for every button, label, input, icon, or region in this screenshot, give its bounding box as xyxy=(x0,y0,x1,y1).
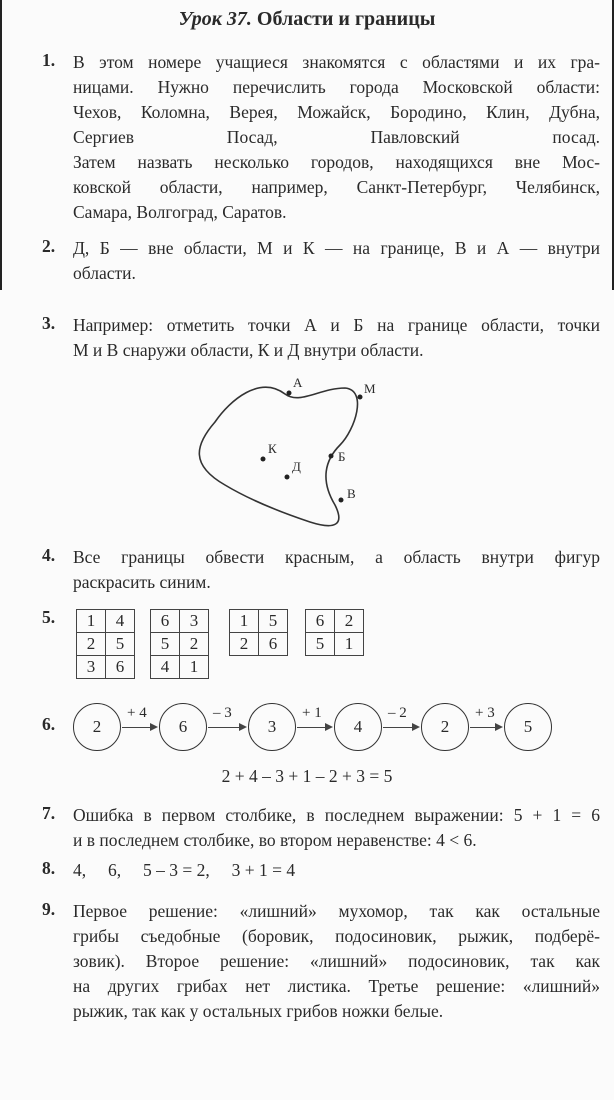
item-9-text xyxy=(73,899,600,1024)
grid-cell: 3 xyxy=(77,656,106,679)
item-8-text: 4, 6, 5 – 3 = 2, 3 + 1 = 4 xyxy=(73,860,296,880)
operation-label: + 1 xyxy=(302,705,322,721)
item-number: 6. xyxy=(42,714,56,734)
operation-label: + 4 xyxy=(127,705,147,721)
item-number: 1. xyxy=(42,50,56,70)
text-line: рыжик, так как у остальных грибов ножки белые. xyxy=(73,1001,444,1021)
lesson-topic: Области и границы xyxy=(256,8,436,30)
item-1-text xyxy=(73,50,600,225)
text-line: Д, Б — вне области, М и К — на границе, В и А — внутри xyxy=(73,238,600,258)
text-line: Первое решение: «лишний» мухомор, так как остальные xyxy=(73,901,600,921)
label-m: М xyxy=(364,381,376,396)
chain-circle: 4 xyxy=(334,703,382,751)
point-v xyxy=(339,498,344,503)
text-line: раскрасить синим. xyxy=(73,572,211,592)
grid-cell: 1 xyxy=(77,610,106,633)
grid-cell: 1 xyxy=(180,656,209,679)
arrow-icon xyxy=(383,727,418,728)
chain-equation: 2 + 4 – 3 + 1 – 2 + 3 = 5 xyxy=(221,766,393,786)
point-d xyxy=(285,475,290,480)
item-number: 8. xyxy=(42,858,56,878)
region-boundary xyxy=(199,387,357,525)
page-title xyxy=(0,8,614,31)
item-4-text xyxy=(73,545,600,595)
grid-cell: 4 xyxy=(106,610,135,633)
grid-cell: 6 xyxy=(259,633,288,656)
item-3-text xyxy=(73,313,600,363)
text-line: М и В снаружи области, К и Д внутри области. xyxy=(73,340,424,360)
text-line: Все границы обвести красным, а область внутри фигур xyxy=(73,547,600,567)
grid-cell: 6 xyxy=(306,610,335,633)
chain-circle: 3 xyxy=(248,703,296,751)
item-7-text xyxy=(73,803,600,853)
text-line: на других грибах нет листика. Третье решение: «лишний» xyxy=(73,976,600,996)
grid-cell: 2 xyxy=(77,633,106,656)
item-2-text xyxy=(73,236,600,286)
grid-cell: 6 xyxy=(106,656,135,679)
text-line: Ошибка в первом столбике, в последнем выражении: 5 + 1 = 6 xyxy=(73,805,600,825)
text-line: Чехов, Коломна, Верея, Можайск, Бородино, Клин, Дубна, xyxy=(73,102,600,122)
grid-cell: 1 xyxy=(335,633,364,656)
operation-label: + 3 xyxy=(475,705,495,721)
grid-cell: 1 xyxy=(230,610,259,633)
page-edge-left xyxy=(0,0,2,290)
item-number: 9. xyxy=(42,899,56,919)
text-line: Затем назвать несколько городов, находящихся вне Мос- xyxy=(73,152,600,172)
operation-label: – 3 xyxy=(213,705,232,721)
chain-circle: 2 xyxy=(73,703,121,751)
text-line: зовик). Второе решение: «лишний» подосиновик, так как xyxy=(73,951,600,971)
grid-cell: 6 xyxy=(151,610,180,633)
grid-cell: 5 xyxy=(106,633,135,656)
text-line: Например: отметить точки А и Б на границе области, точки xyxy=(73,315,600,335)
grid-cell: 2 xyxy=(335,610,364,633)
text-line: ницами. Нужно перечислить города Московской области: xyxy=(73,77,600,97)
item-number: 2. xyxy=(42,236,56,256)
number-grid xyxy=(229,609,288,656)
text-line: Сергиев Посад, Павловский посад. xyxy=(73,127,600,147)
chain-circle: 2 xyxy=(421,703,469,751)
label-d: Д xyxy=(292,459,301,474)
text-line: области. xyxy=(73,263,136,283)
region-figure xyxy=(0,360,614,540)
text-line: Самара, Волгоград, Саратов. xyxy=(73,202,287,222)
point-b xyxy=(329,454,334,459)
chain-circle: 6 xyxy=(159,703,207,751)
lesson-number: Урок 37. xyxy=(178,8,252,30)
arrow-icon xyxy=(208,727,245,728)
arrow-icon xyxy=(470,727,501,728)
arrow-icon xyxy=(122,727,156,728)
label-b: Б xyxy=(338,449,346,464)
text-line: грибы съедобные (боровик, подосиновик, рыжик, подберё- xyxy=(73,926,600,946)
point-k xyxy=(261,457,266,462)
grid-cell: 5 xyxy=(306,633,335,656)
item-number: 5. xyxy=(42,607,56,627)
item-number: 4. xyxy=(42,545,56,565)
label-a: А xyxy=(293,375,303,390)
chain-circle: 5 xyxy=(504,703,552,751)
arrow-icon xyxy=(297,727,331,728)
grid-cell: 3 xyxy=(180,610,209,633)
text-line: и в последнем столбике, во втором неравенстве: 4 < 6. xyxy=(73,830,477,850)
item-number: 3. xyxy=(42,313,56,333)
grid-cell: 5 xyxy=(151,633,180,656)
grid-cell: 4 xyxy=(151,656,180,679)
number-grid xyxy=(305,609,364,656)
number-grid xyxy=(76,609,135,679)
grid-cell: 5 xyxy=(259,610,288,633)
label-k: К xyxy=(268,441,277,456)
number-grid xyxy=(150,609,209,679)
text-line: ковской области, например, Санкт-Петербург, Челябинск, xyxy=(73,177,600,197)
operation-label: – 2 xyxy=(388,705,407,721)
label-v: В xyxy=(347,486,356,501)
point-m xyxy=(358,395,363,400)
grid-cell: 2 xyxy=(230,633,259,656)
text-line: В этом номере учащиеся знакомятся с областями и их гра- xyxy=(73,52,600,72)
grid-cell: 2 xyxy=(180,633,209,656)
item-number: 7. xyxy=(42,803,56,823)
point-a xyxy=(287,391,292,396)
